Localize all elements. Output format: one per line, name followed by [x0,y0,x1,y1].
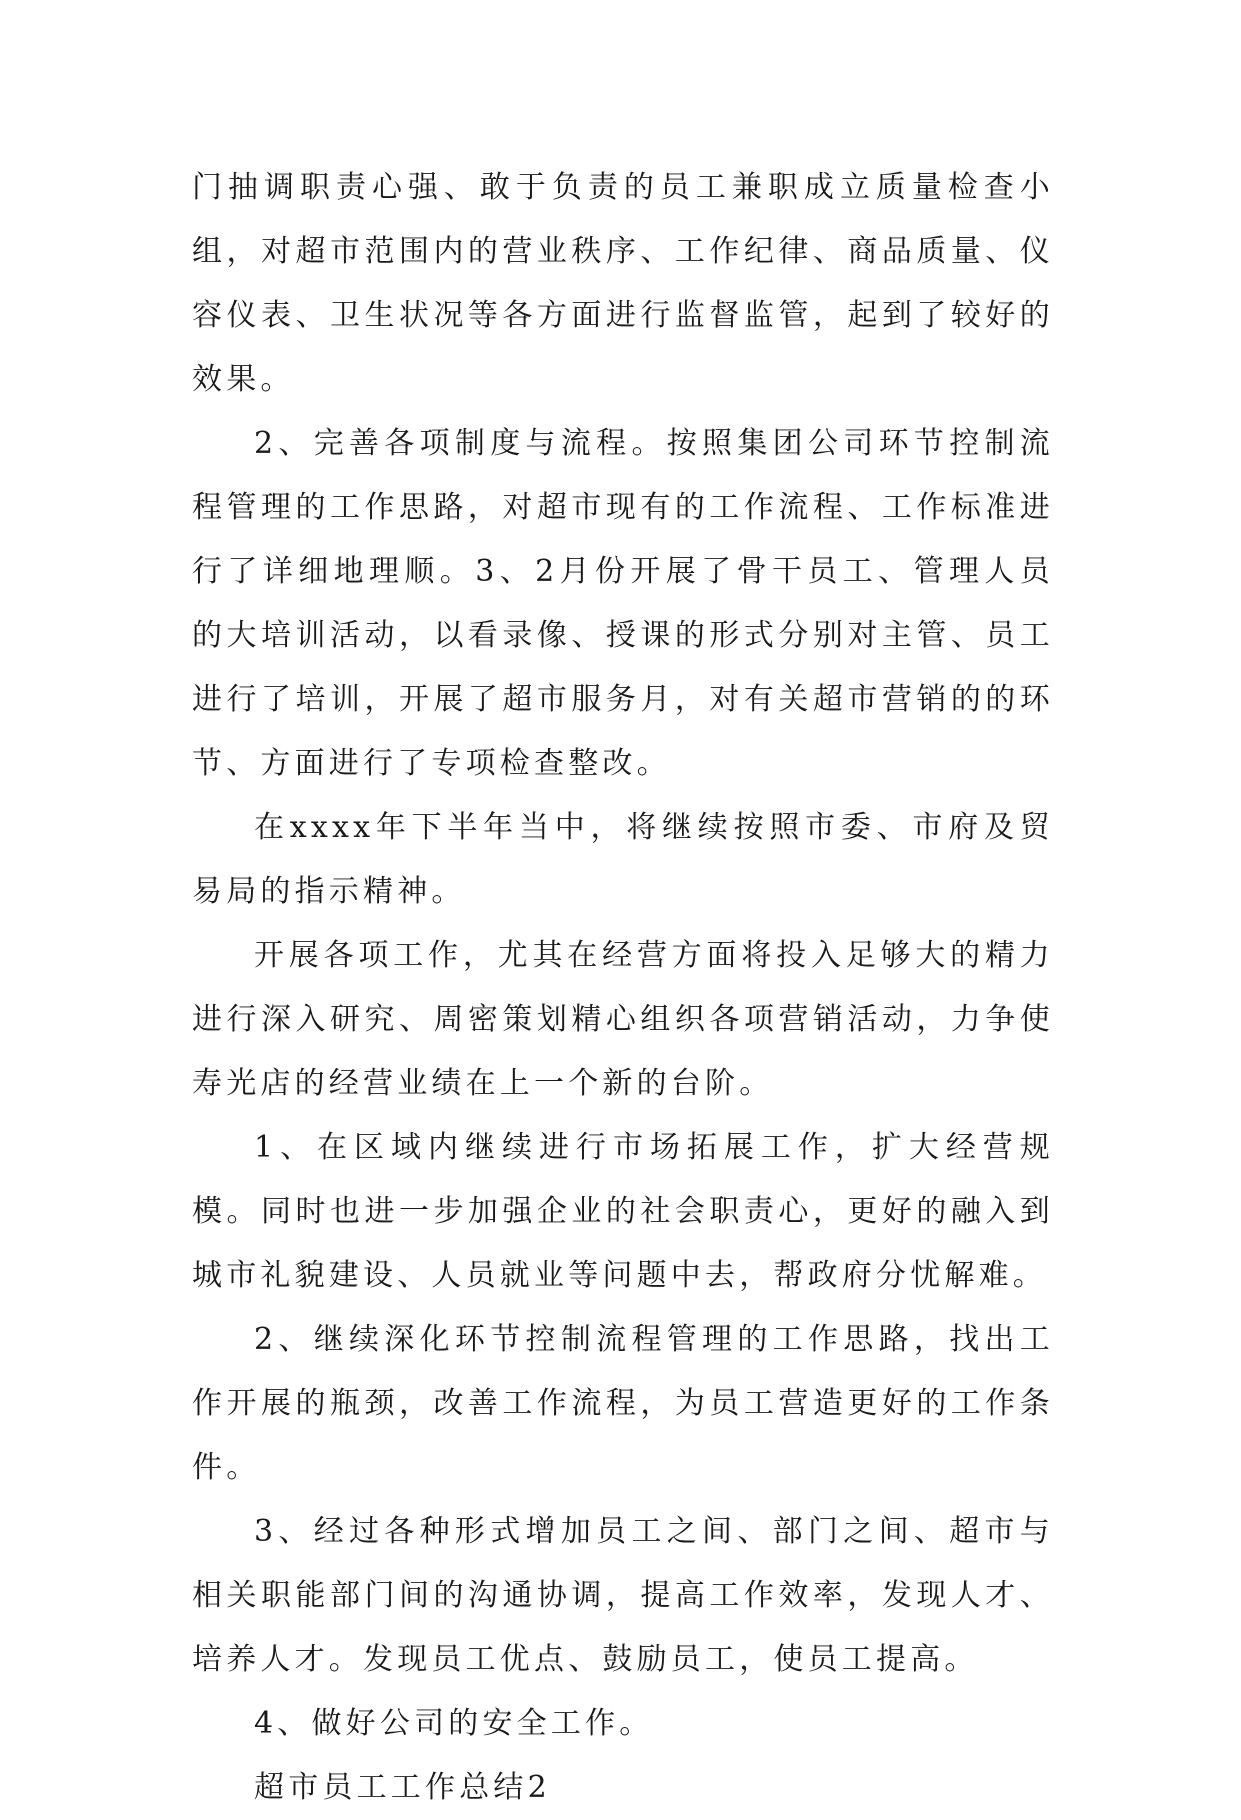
paragraph-6: 2、继续深化环节控制流程管理的工作思路，找出工作开展的瓶颈，改善工作流程，为员工营造更好的工作条件。 [192,1322,1054,1485]
paragraph-3: 在xxxx年下半年当中，将继续按照市委、市府及贸易局的指示精神。 [192,810,1054,909]
section-heading: 超市员工工作总结2 [254,1770,551,1805]
paragraph-7: 3、经过各种形式增加员工之间、部门之间、超市与相关职能部门间的沟通协调，提高工作效率，发现人才、培养人才。发现员工优点、鼓励员工，使员工提高。 [192,1514,1054,1677]
paragraph-8: 4、做好公司的安全工作。 [254,1706,654,1741]
paragraph-5: 1、在区域内继续进行市场拓展工作，扩大经营规模。同时也进一步加强企业的社会职责心，更好的融入到城市礼貌建设、人员就业等问题中去，帮政府分忧解难。 [192,1130,1054,1293]
paragraph-2: 2、完善各项制度与流程。按照集团公司环节控制流程管理的工作思路，对超市现有的工作流程、工作标准进行了详细地理顺。3、2月份开展了骨干员工、管理人员的大培训活动，以看录像、授课的形式分别对主管、员工进行了培训，开展了超市服务月，对有关超市营销的的环节、方面进行了专项检查整改。 [192,426,1054,781]
document-body [192,156,1054,1820]
paragraph-4: 开展各项工作，尤其在经营方面将投入足够大的精力进行深入研究、周密策划精心组织各项营销活动，力争使寿光店的经营业绩在上一个新的台阶。 [192,938,1054,1101]
paragraph-1: 门抽调职责心强、敢于负责的员工兼职成立质量检查小组，对超市范围内的营业秩序、工作纪律、商品质量、仪容仪表、卫生状况等各方面进行监督监管，起到了较好的效果。 [192,170,1054,397]
